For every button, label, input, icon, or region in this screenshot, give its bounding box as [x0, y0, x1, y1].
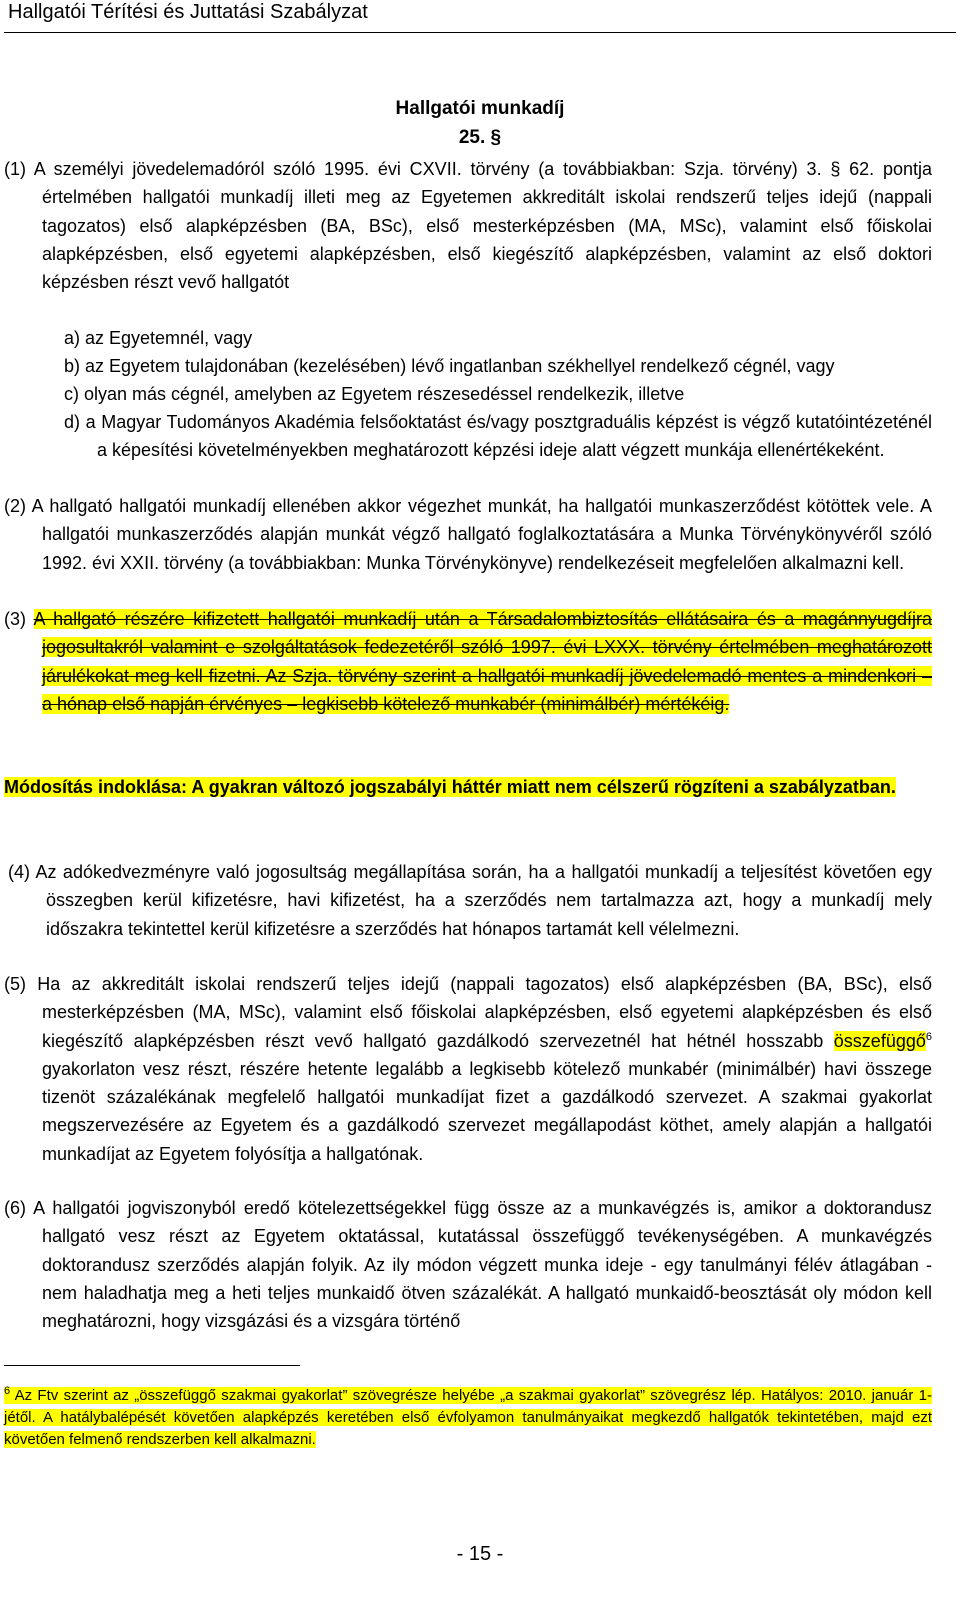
paragraph-1-item-b: b) az Egyetem tulajdonában (kezelésében) lévő ingatlanban székhellyel rendelkező cégnél, vagy	[64, 356, 835, 376]
footnote-content	[4, 1387, 932, 1448]
paragraph-4: (4) Az adókedvezményre való jogosultság megállapítása során, ha a hallgatói munkadíj a teljesítést követően egy összegben kerül kifizetésre, havi kifizetést, ha a szerződés nem tartalmazza azt, hogy a munkadíj mely időszakra tekintettel kerül kifizetésre a szerződés hat hónapos tartamát kell vélelmezni.	[8, 862, 932, 939]
paragraph-2: (2) A hallgató hallgatói munkadíj ellenében akkor végezhet munkát, ha hallgatói munkaszerződést kötöttek vele. A hallgatói munkaszerződés alapján munkát végző hallgató foglalkoztatására a Munka Törvénykönyvéről szóló 1992. évi XXII. törvény (a továbbiakban: Munka Törvénykönyve) rendelkezéseit megfelelően alkalmazni kell.	[4, 496, 932, 573]
footnote-separator	[4, 1365, 300, 1366]
page-header	[4, 0, 956, 33]
paragraph-5-highlight: összefüggő	[833, 1030, 926, 1051]
paragraph-5-text-start: (5) Ha az akkreditált iskolai rendszerű teljes idejű (nappali tagozatos) első alapképzésben (BA, BSc), első mesterképzésben (MA, MSc), valamint első főiskolai alapképzésben, első egyetemi alapképzésben és első kiegészítő alapképzésben részt vevő hallgató gazdálkodó szervezetnél hat hétnél hosszabb	[4, 974, 932, 1051]
header-title: Hallgatói Térítési és Juttatási Szabályzat	[8, 1, 368, 23]
paragraph-1-item-c: c) olyan más cégnél, amelyben az Egyetem részesedéssel rendelkezik, illetve	[64, 384, 685, 404]
modification-note	[4, 773, 932, 801]
modification-note-text: Módosítás indoklása: A gyakran változó jogszabályi háttér miatt nem célszerű rögzíteni a szabályzatban.	[4, 777, 896, 797]
paragraph-3-deleted-text: A hallgató részére kifizetett hallgatói munkadíj után a Társadalombiztosítás ellátásaira és a magánnyugdíjra jogosultakról valamint e szolgáltatások fedezetéről szóló 1997. évi LXXX. törvény értelmében meghatározott járulékokat meg kell fizetni. Az Szja. törvény szerint a hallgatói munkadíj jövedelemadó mentes a mindenkori – a hónap első napján érvényes – legkisebb kötelező munkabér (minimálbér) mértékéig.	[33, 609, 933, 714]
page-number: - 15 -	[456, 1543, 504, 1565]
section-number: 25. §	[458, 127, 502, 148]
footnote-number: 6	[4, 1385, 11, 1397]
paragraph-5	[4, 970, 932, 1168]
paragraph-1-item-d: d) a Magyar Tudományos Akadémia felsőoktatást és/vagy posztgraduális képzést is végző kutatóintézeténél a képesítési követelményekben meghatározott képzési ideje alatt végzett munkája ellenértékeként.	[64, 412, 932, 461]
footnote	[4, 1385, 932, 1451]
section-title: Hallgatói munkadíj	[395, 98, 565, 119]
paragraph-5-text-end: gyakorlaton vesz részt, részére hetente legalább a legkisebb kötelező munkabér (minimálbér) havi összege tizenöt százalékának megfelelő hallgatói munkadíjat fizet a gazdálkodó szervezet. A szakmai gyakorlat megszervezésére az Egyetem és a gazdálkodó szervezet megállapodást köthet, amely alapján a hallgatói munkadíjat az Egyetem folyósítja a hallgatónak.	[42, 1058, 932, 1164]
paragraph-3-number: (3)	[4, 609, 26, 629]
footnote-text: Az Ftv szerint az „összefüggő szakmai gyakorlat” szövegrésze helyébe „a szakmai gyakorlat” szövegrész lép. Hatályos: 2010. január 1-jétől. A hatálybalépését követően alapképzés keretében első évfolyamon tanulmányaikat megkezdő hallgatók tekintetében, majd ezt követően felmenő rendszerben kell alkalmazni.	[4, 1387, 932, 1448]
paragraph-3	[4, 605, 932, 718]
paragraph-6: (6) A hallgatói jogviszonyból eredő kötelezettségekkel függ össze az a munkavégzés is, amikor a doktorandusz hallgató vesz részt az Egyetem oktatással, kutatással összefüggő tevékenységében. A munkavégzés doktorandusz szerződés alapján folyik. Az ily módon végzett munka ideje - egy tanulmányi félév átlagában - nem haladhatja meg a heti teljes munkaidő ötven százalékát. A hallgató munkaidő-beosztását oly módon kell meghatározni, hogy vizsgázási és a vizsgára történő	[4, 1198, 932, 1332]
paragraph-1-item-a: a) az Egyetemnél, vagy	[64, 328, 253, 348]
paragraph-1: (1) A személyi jövedelemadóról szóló 1995. évi CXVII. törvény (a továbbiakban: Szja. törvény) 3. § 62. pontja értelmében hallgatói munkadíj illeti meg az Egyetemen akkreditált iskolai rendszerű teljes idejű (nappali tagozatos) első alapképzésben (BA, BSc), első mesterképzésben (MA, MSc), valamint első főiskolai alapképzésben, első egyetemi alapképzésben, első kiegészítő alapképzésben, valamint az első doktori képzésben részt vevő hallgatót	[4, 159, 932, 293]
footnote-reference[interactable]: 6	[925, 1030, 932, 1043]
